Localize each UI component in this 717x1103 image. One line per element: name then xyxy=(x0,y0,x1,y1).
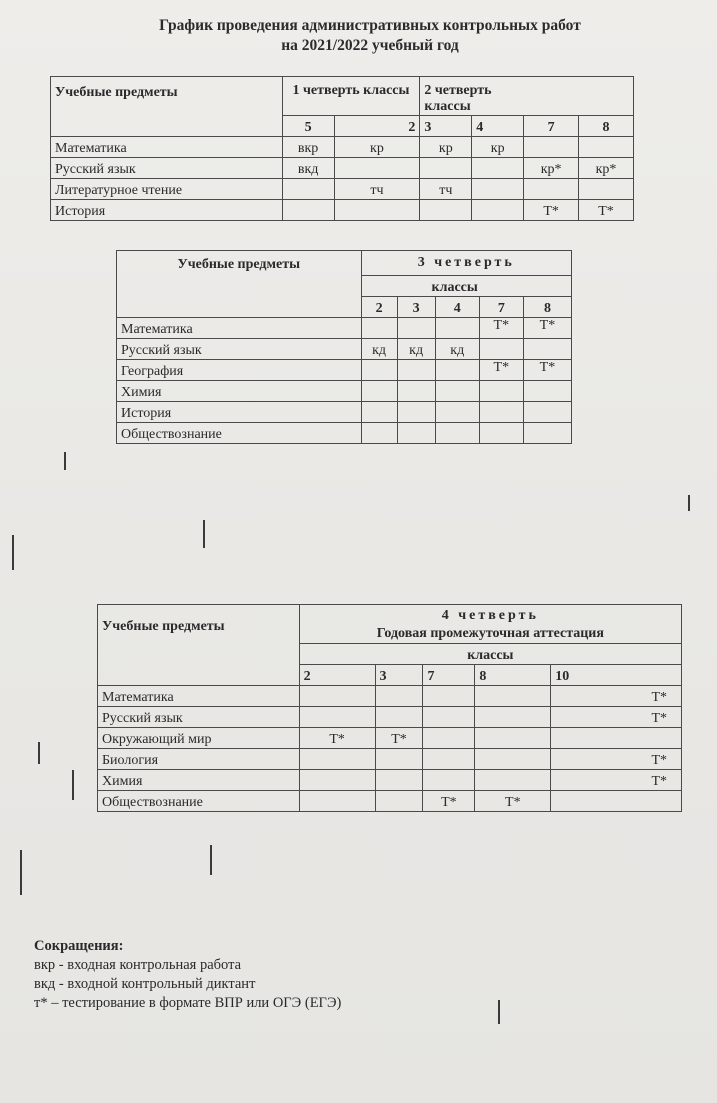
value-cell xyxy=(579,179,634,200)
attestation-label: Годовая промежуточная аттестация xyxy=(376,626,604,641)
value-cell xyxy=(375,770,423,791)
value-cell xyxy=(475,707,551,728)
scan-artifact xyxy=(210,845,212,875)
value-cell xyxy=(423,686,475,707)
class-header: 10 xyxy=(551,665,682,686)
quarter-2-label: 2 четверть классы xyxy=(424,83,492,114)
value-cell: Т* xyxy=(523,318,571,339)
subject-cell: Биология xyxy=(98,749,300,770)
value-cell xyxy=(435,381,479,402)
class-header: 7 xyxy=(423,665,475,686)
value-cell xyxy=(423,707,475,728)
subject-cell: Обществознание xyxy=(117,423,362,444)
value-cell: Т* xyxy=(551,749,682,770)
value-cell xyxy=(435,360,479,381)
value-cell xyxy=(479,339,523,360)
quarter-3-header: 3 четверть xyxy=(361,251,571,276)
value-cell xyxy=(361,318,397,339)
value-cell xyxy=(361,381,397,402)
scan-artifact xyxy=(64,452,66,470)
table-row xyxy=(51,158,634,179)
title-line-2: на 2021/2022 учебный год xyxy=(281,37,459,54)
subject-cell: Русский язык xyxy=(51,158,283,179)
value-cell xyxy=(472,200,524,221)
value-cell: Т* xyxy=(551,686,682,707)
value-cell xyxy=(397,360,435,381)
scan-artifact xyxy=(203,520,205,548)
value-cell xyxy=(375,791,423,812)
value-cell xyxy=(472,158,524,179)
value-cell xyxy=(475,770,551,791)
legend-item: вкд - входной контрольный диктант xyxy=(34,976,256,992)
value-cell xyxy=(361,360,397,381)
value-cell xyxy=(524,137,579,158)
subject-cell: Математика xyxy=(117,318,362,339)
scan-artifact xyxy=(498,1000,500,1024)
class-header: 3 xyxy=(397,297,435,318)
value-cell xyxy=(361,423,397,444)
value-cell xyxy=(435,423,479,444)
scan-artifact xyxy=(12,535,14,570)
value-cell xyxy=(375,749,423,770)
classes-label: классы xyxy=(299,644,681,665)
subjects-header: Учебные предметы xyxy=(98,605,300,686)
value-cell xyxy=(523,381,571,402)
value-cell xyxy=(299,686,375,707)
value-cell xyxy=(299,749,375,770)
class-header: 3 xyxy=(375,665,423,686)
value-cell xyxy=(472,179,524,200)
classes-label: классы xyxy=(361,276,571,297)
value-cell xyxy=(397,423,435,444)
value-cell xyxy=(423,749,475,770)
value-cell: кр xyxy=(420,137,472,158)
table-row xyxy=(98,770,682,791)
table-row xyxy=(51,137,634,158)
class-header: 7 xyxy=(524,116,579,137)
value-cell: Т* xyxy=(551,707,682,728)
value-cell: Т* xyxy=(523,360,571,381)
class-header: 8 xyxy=(475,665,551,686)
value-cell xyxy=(479,402,523,423)
schedule-table-q1-q2 xyxy=(50,76,634,221)
subjects-header: Учебные предметы xyxy=(117,251,362,318)
value-cell xyxy=(423,728,475,749)
value-cell xyxy=(420,158,472,179)
subject-cell: Математика xyxy=(98,686,300,707)
value-cell xyxy=(361,402,397,423)
subject-cell: Химия xyxy=(117,381,362,402)
table-row xyxy=(51,179,634,200)
value-cell xyxy=(523,402,571,423)
value-cell xyxy=(299,791,375,812)
value-cell: Т* xyxy=(423,791,475,812)
table-row xyxy=(117,339,572,360)
value-cell xyxy=(299,770,375,791)
class-header: 8 xyxy=(579,116,634,137)
scan-artifact xyxy=(688,495,690,511)
value-cell: Т* xyxy=(299,728,375,749)
value-cell xyxy=(420,200,472,221)
table-row xyxy=(98,791,682,812)
table-row xyxy=(98,707,682,728)
quarter-4-header xyxy=(299,605,681,644)
value-cell xyxy=(523,423,571,444)
value-cell: кр* xyxy=(524,158,579,179)
value-cell: тч xyxy=(334,179,420,200)
class-header: 4 xyxy=(435,297,479,318)
value-cell: Т* xyxy=(479,318,523,339)
quarter-2-header xyxy=(420,77,634,116)
table-row xyxy=(98,686,682,707)
value-cell xyxy=(334,158,420,179)
subject-cell: Обществознание xyxy=(98,791,300,812)
value-cell xyxy=(397,402,435,423)
value-cell: кд xyxy=(435,339,479,360)
subject-cell: История xyxy=(117,402,362,423)
value-cell: кр xyxy=(472,137,524,158)
value-cell: Т* xyxy=(551,770,682,791)
abbreviations-legend xyxy=(34,937,341,1013)
table-row xyxy=(98,749,682,770)
subject-cell: Математика xyxy=(51,137,283,158)
value-cell xyxy=(475,749,551,770)
legend-item: т* – тестирование в формате ВПР или ОГЭ (ЕГЭ) xyxy=(34,995,342,1011)
value-cell xyxy=(397,381,435,402)
value-cell xyxy=(282,200,334,221)
subject-cell: Русский язык xyxy=(117,339,362,360)
legend-item: вкр - входная контрольная работа xyxy=(34,957,242,973)
value-cell: Т* xyxy=(524,200,579,221)
class-header: 2 xyxy=(299,665,375,686)
value-cell xyxy=(551,791,682,812)
value-cell xyxy=(282,179,334,200)
value-cell xyxy=(299,707,375,728)
scan-artifact xyxy=(72,770,74,800)
class-header: 2 xyxy=(361,297,397,318)
schedule-table-q4 xyxy=(97,604,682,812)
value-cell xyxy=(375,707,423,728)
value-cell xyxy=(435,402,479,423)
value-cell: кд xyxy=(361,339,397,360)
quarter-1-header: 1 четверть классы xyxy=(282,77,420,116)
table-row xyxy=(117,423,572,444)
table-row xyxy=(117,318,572,339)
value-cell: Т* xyxy=(479,360,523,381)
class-header: 5 xyxy=(282,116,334,137)
value-cell: вкр xyxy=(282,137,334,158)
value-cell: кр* xyxy=(579,158,634,179)
value-cell xyxy=(475,686,551,707)
subject-cell: Русский язык xyxy=(98,707,300,728)
class-header: 3 xyxy=(420,116,472,137)
legend-heading: Сокращения: xyxy=(34,938,124,954)
value-cell: Т* xyxy=(579,200,634,221)
value-cell xyxy=(375,686,423,707)
value-cell xyxy=(551,728,682,749)
value-cell xyxy=(334,200,420,221)
title-line-1: График проведения административных контрольных работ xyxy=(159,17,581,34)
subjects-header: Учебные предметы xyxy=(51,77,283,137)
value-cell xyxy=(435,318,479,339)
value-cell xyxy=(523,339,571,360)
class-header: 4 xyxy=(472,116,524,137)
table-row xyxy=(51,200,634,221)
table-row xyxy=(98,728,682,749)
scan-artifact xyxy=(20,850,22,895)
subject-cell: Окружающий мир xyxy=(98,728,300,749)
value-cell: Т* xyxy=(375,728,423,749)
value-cell xyxy=(579,137,634,158)
class-header: 2 xyxy=(334,116,420,137)
value-cell: кд xyxy=(397,339,435,360)
value-cell xyxy=(475,728,551,749)
class-header: 7 xyxy=(479,297,523,318)
value-cell xyxy=(397,318,435,339)
value-cell xyxy=(479,423,523,444)
subject-cell: Химия xyxy=(98,770,300,791)
value-cell: Т* xyxy=(475,791,551,812)
value-cell xyxy=(524,179,579,200)
value-cell xyxy=(479,381,523,402)
subject-cell: География xyxy=(117,360,362,381)
document-title xyxy=(60,16,680,56)
quarter-4-label: 4 четверть xyxy=(441,608,539,623)
schedule-table-q3 xyxy=(116,250,572,444)
value-cell: тч xyxy=(420,179,472,200)
value-cell: вкд xyxy=(282,158,334,179)
subject-cell: История xyxy=(51,200,283,221)
scan-artifact xyxy=(38,742,40,764)
table-row xyxy=(117,381,572,402)
table-row xyxy=(117,402,572,423)
value-cell: кр xyxy=(334,137,420,158)
class-header: 8 xyxy=(523,297,571,318)
subject-cell: Литературное чтение xyxy=(51,179,283,200)
value-cell xyxy=(423,770,475,791)
table-row xyxy=(117,360,572,381)
